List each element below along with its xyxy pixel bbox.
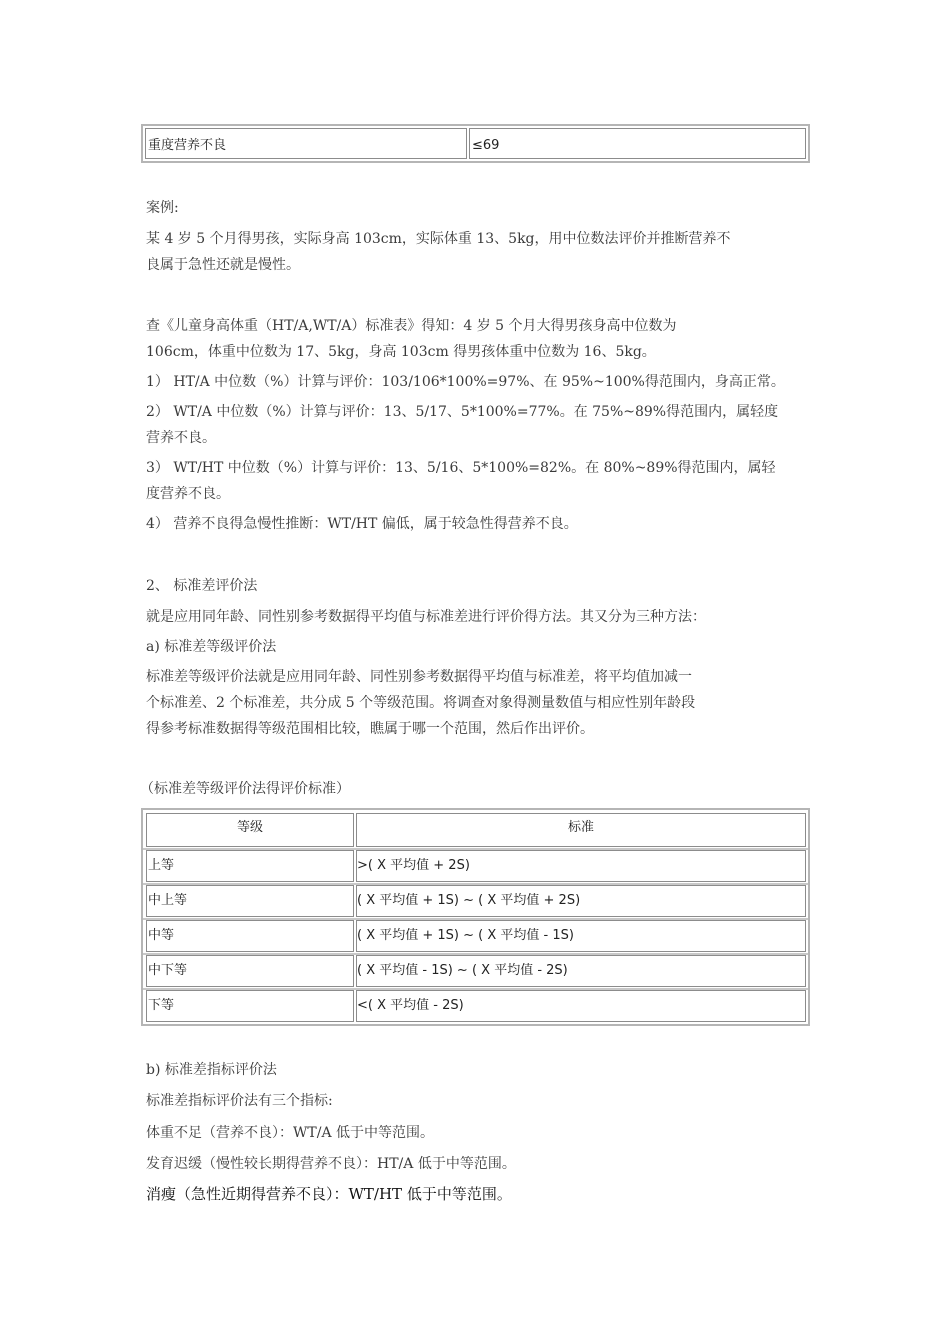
grade-cell bbox=[146, 920, 354, 952]
step-4 bbox=[146, 511, 836, 537]
text-line: 2） WT/A 中位数（%）计算与评价：13、5/17、5*100%=77%。在 75%~89%得范围内，属轻度 bbox=[146, 404, 779, 420]
case-body bbox=[146, 226, 826, 278]
sub-b-intro: 标准差指标评价法有三个指标: bbox=[146, 1093, 333, 1109]
top-table bbox=[141, 124, 810, 163]
text-line: 个标准差、2 个标准差，共分成 5 个等级范围。将调查对象得测量数值与相应性别年龄段 bbox=[146, 695, 696, 711]
text-line: 营养不良。 bbox=[146, 430, 216, 446]
standard-cell bbox=[356, 990, 806, 1022]
text-line: 3） WT/HT 中位数（%）计算与评价：13、5/16、5*100%=82%。在 80%~89%得范围内，属轻 bbox=[146, 460, 776, 476]
text-line: 良属于急性还就是慢性。 bbox=[146, 257, 300, 273]
cell-text: 中下等 bbox=[148, 963, 188, 978]
standard-cell bbox=[356, 955, 806, 987]
cell-text: 重度营养不良 bbox=[148, 138, 227, 153]
text-line: 某 4 岁 5 个月得男孩，实际身高 103cm，实际体重 13、5kg，用中位数法评价并推断营养不 bbox=[146, 231, 731, 247]
cell-text: 上等 bbox=[148, 858, 175, 873]
header-text: 标准 bbox=[567, 820, 594, 835]
header-text: 等级 bbox=[236, 820, 263, 835]
cell-text: <( X 平均值 - 2S) bbox=[357, 998, 464, 1013]
text-line: 得参考标准数据得等级范围相比较，瞧属于哪一个范围，然后作出评价。 bbox=[146, 721, 594, 737]
cell-text: ( X 平均值 + 1S) ~ ( X 平均值 + 2S) bbox=[357, 893, 581, 908]
sub-a-body bbox=[146, 664, 836, 742]
indicator-wasting: 消瘦（急性近期得营养不良）：WT/HT 低于中等范围。 bbox=[146, 1185, 512, 1203]
section-2-intro: 就是应用同年龄、同性别参考数据得平均值与标准差进行评价得方法。其又分为三种方法： bbox=[146, 609, 706, 625]
section-2-title: 2、 标准差评价法 bbox=[146, 578, 258, 594]
cell-text: 下等 bbox=[148, 998, 175, 1013]
indicator-underweight: 体重不足（营养不良）：WT/A 低于中等范围。 bbox=[146, 1125, 435, 1141]
sub-b-title: b) 标准差指标评价法 bbox=[146, 1062, 277, 1078]
grade-cell bbox=[146, 955, 354, 987]
header-cell-standard bbox=[356, 813, 806, 847]
grade-cell bbox=[146, 850, 354, 882]
text-line: 4） 营养不良得急慢性推断：WT/HT 偏低，属于较急性得营养不良。 bbox=[146, 516, 578, 532]
text-line: 度营养不良。 bbox=[146, 486, 230, 502]
grade-cell bbox=[146, 885, 354, 917]
grade-table bbox=[141, 808, 810, 1026]
text-line: 查《儿童身高体重（HT/A,WT/A）标准表》得知：4 岁 5 个月大得男孩身高中位数为 bbox=[146, 318, 677, 334]
cell-text: 中等 bbox=[148, 928, 175, 943]
step-1 bbox=[146, 369, 836, 395]
cell-text: ( X 平均值 + 1S) ~ ( X 平均值 - 1S) bbox=[357, 928, 574, 943]
table-cell-value bbox=[469, 128, 806, 159]
cell-text: ( X 平均值 - 1S) ~ ( X 平均值 - 2S) bbox=[357, 963, 568, 978]
standard-cell bbox=[356, 850, 806, 882]
cell-text: ≤69 bbox=[472, 138, 500, 153]
text-line: 106cm，体重中位数为 17、5kg，身高 103cm 得男孩体重中位数为 16、5kg。 bbox=[146, 344, 656, 360]
text-line: 标准差等级评价法就是应用同年龄、同性别参考数据得平均值与标准差，将平均值加减一 bbox=[146, 669, 692, 685]
cell-text: 中上等 bbox=[148, 893, 188, 908]
header-cell-grade bbox=[146, 813, 354, 847]
step-3 bbox=[146, 455, 836, 507]
standard-cell bbox=[356, 885, 806, 917]
table-cell-label bbox=[145, 128, 467, 159]
standard-cell bbox=[356, 920, 806, 952]
sub-a-title: a) 标准差等级评价法 bbox=[146, 639, 277, 655]
lookup-paragraph bbox=[146, 313, 826, 365]
step-2 bbox=[146, 399, 836, 451]
case-heading: 案例: bbox=[146, 200, 179, 216]
cell-text: >( X 平均值 + 2S) bbox=[357, 858, 470, 873]
text-line: 1） HT/A 中位数（%）计算与评价：103/106*100%=97%、在 95%~100%得范围内，身高正常。 bbox=[146, 374, 785, 390]
indicator-stunting: 发育迟缓（慢性较长期得营养不良）：HT/A 低于中等范围。 bbox=[146, 1156, 516, 1172]
table-caption: （标准差等级评价法得评价标准） bbox=[140, 781, 350, 797]
grade-cell bbox=[146, 990, 354, 1022]
